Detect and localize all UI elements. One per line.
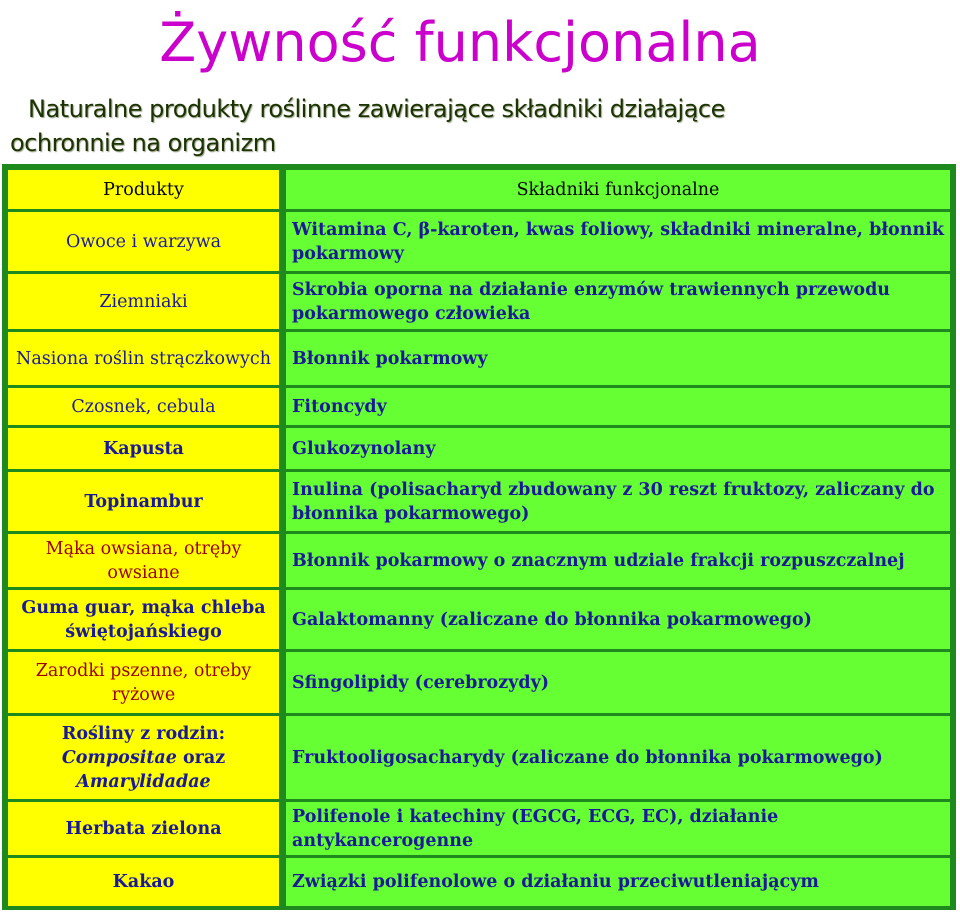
component-cell: Skrobia oporna na działanie enzymów trawiennych przewodu pokarmowego człowieka [286,274,950,332]
table-row [8,652,950,716]
table-row [8,802,950,858]
page-title: Żywność funkcjonalna [159,11,761,74]
product-cell: Owoce i warzywa [8,212,286,274]
product-cell: Guma guar, mąka chleba świętojańskiego [8,590,286,652]
product-text-italic: Compositae [61,747,177,768]
product-cell: Nasiona roślin strączkowych [8,332,286,388]
product-cell: Kakao [8,858,286,906]
subtitle-line-2: ochronnie na organizm [10,129,276,157]
component-cell: Inulina (polisacharyd zbudowany z 30 reszt fruktozy, zaliczany do błonnika pokarmowego) [286,472,950,534]
table-row [8,858,950,906]
component-cell: Błonnik pokarmowy o znacznym udziale frakcji rozpuszczalnej [286,534,950,590]
product-cell: Czosnek, cebula [8,388,286,428]
table-row [8,332,950,388]
component-cell: Fruktooligosacharydy (zaliczane do błonnika pokarmowego) [286,716,950,802]
table-row [8,472,950,534]
table-row [8,274,950,332]
table-row [8,428,950,472]
table-row [8,590,950,652]
component-cell: Błonnik pokarmowy [286,332,950,388]
table-row [8,388,950,428]
table-header-row [8,170,950,212]
product-cell: Herbata zielona [8,802,286,858]
component-cell: Związki polifenolowe o działaniu przeciwutleniającym [286,858,950,906]
page-subtitle [10,92,910,160]
product-cell: Zarodki pszenne, otreby ryżowe [8,652,286,716]
table-row [8,534,950,590]
header-components: Składniki funkcjonalne [286,170,950,212]
product-cell: Topinambur [8,472,286,534]
product-cell: Kapusta [8,428,286,472]
product-cell: Ziemniaki [8,274,286,332]
component-cell: Witamina C, β-karoten, kwas foliowy, składniki mineralne, błonnik pokarmowy [286,212,950,274]
product-cell: Mąka owsiana, otręby owsiane [8,534,286,590]
header-products: Produkty [8,170,286,212]
product-cell [8,716,286,802]
component-cell: Galaktomanny (zaliczane do błonnika pokarmowego) [286,590,950,652]
subtitle-line-1: Naturalne produkty roślinne zawierające składniki działające [28,95,725,123]
component-cell: Sfingolipidy (cerebrozydy) [286,652,950,716]
table-row [8,716,950,802]
table-row [8,212,950,274]
component-cell: Glukozynolany [286,428,950,472]
product-text-italic: Amarylidadae [76,771,211,792]
product-text: oraz [183,747,226,768]
component-cell: Fitoncydy [286,388,950,428]
product-text: Rośliny z rodzin: [61,723,226,744]
functional-food-table [2,164,956,910]
component-cell: Polifenole i katechiny (EGCG, ECG, EC), działanie antykancerogenne [286,802,950,858]
